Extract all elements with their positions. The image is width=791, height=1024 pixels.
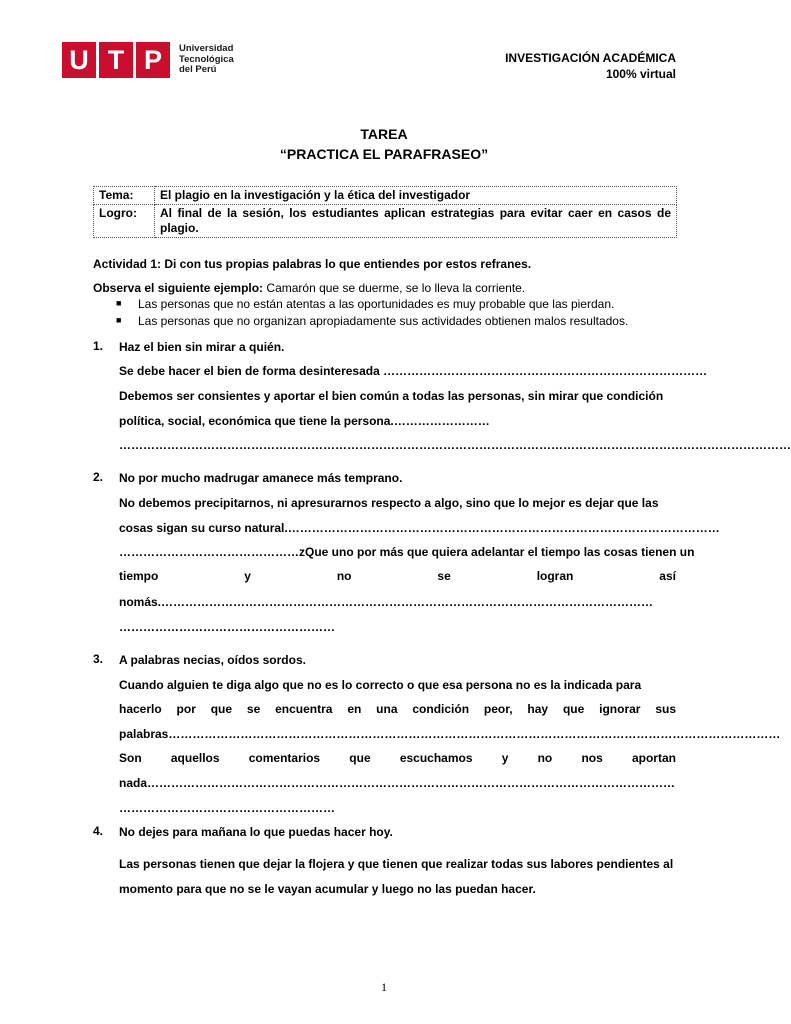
word: por [176,702,196,716]
item-number: 4. [93,824,104,838]
word: aportan [631,751,676,765]
word: sus [655,702,676,716]
word: peor, [483,702,513,716]
header-modality: 100% virtual [605,67,676,81]
table-row [94,205,677,238]
item-number: 3. [93,652,104,666]
item-line: nomás.…………………………………………………………………………………………………………… [119,595,654,609]
word: hacerlo [119,702,162,716]
word: y [244,569,251,583]
item-heading: No dejes para mañana lo que puedas hacer hoy. [119,825,393,839]
logo-letter-t: T [99,42,133,78]
utp-logo [62,42,234,78]
item-line-justified [119,569,676,583]
word: encuentra [275,702,333,716]
word: comentarios [248,751,321,765]
word: logran [536,569,574,583]
header-right [505,50,676,82]
word: que [349,751,371,765]
example-line [93,280,525,296]
item-line: ………………………………………zQue uno por más que quiera adelantar el tiempo las cosas tienen un [119,545,695,559]
logro-label: Logro: [94,205,155,238]
item-line: nada…………………………………………………………………………………………………………………… [119,776,676,790]
tema-label: Tema: [94,187,155,205]
item-heading: No por mucho madrugar amanece más temprano. [119,471,403,485]
word: no [537,751,553,765]
word: se [246,702,261,716]
word: que [210,702,233,716]
item-line: política, social, económica que tiene la persona.…………………… [119,414,490,428]
logo-letter-u: U [62,42,96,78]
page-number: 1 [381,980,387,994]
word: Son [119,751,142,765]
word: una [376,702,398,716]
word: no [336,569,352,583]
page-subtitle: “PRACTICA EL PARAFRASEO” [279,146,489,162]
item-line: momento para que no se le vayan acumular y luego no las puedan hacer. [119,882,536,896]
item-line: Debemos ser consientes y aportar el bien común a todas las personas, sin mirar que condición [119,389,664,403]
item-line: cosas sigan su curso natural.……………………………………………………………………………………………… [119,521,720,535]
item-number: 1. [93,339,104,353]
bullet-icon: ■ [116,315,122,325]
logo-letter-p: P [136,42,170,78]
item-line-justified [119,702,676,716]
word: ignorar [599,702,641,716]
example-text: Camarón que se duerme, se lo lleva la corriente. [263,281,526,295]
header-program: INVESTIGACIÓN ACADÉMICA [505,51,676,65]
item-line: ……………………………………………… [119,801,335,815]
bullet-icon: ■ [116,298,122,308]
logo-university-name: Universidad Tecnológica del Perú [179,43,234,76]
example-label: Observa el siguiente ejemplo: [93,281,264,295]
word: aquellos [170,751,220,765]
item-line: Las personas tienen que dejar la flojera y que tienen que realizar todas sus labores pendientes al [119,857,674,871]
word: hay [527,702,549,716]
word: que [562,702,585,716]
item-line: …………………………………………………………………………………………………………………………………………………… [119,438,791,452]
table-row [94,187,677,205]
item-line-justified [119,751,676,765]
page-title: TAREA [360,126,408,142]
item-line: ……………………………………………… [119,620,335,634]
word: nos [581,751,603,765]
item-number: 2. [93,470,104,484]
info-table [93,186,677,238]
item-heading: A palabras necias, oídos sordos. [119,653,306,667]
activity-title: Actividad 1: Di con tus propias palabras lo que entiendes por estos refranes. [93,257,532,271]
word: condición [412,702,470,716]
item-line: Se debe hacer el bien de forma desinteresada ……………………………………………………………………… [119,364,708,378]
word: así [659,569,676,583]
tema-value: El plagio en la investigación y la ética del investigador [155,187,677,205]
word: se [437,569,451,583]
bullet-item: Las personas que no organizan apropiadamente sus actividades obtienen malos resultados. [138,314,629,328]
item-line: palabras……………………………………………………………………………………………………………………………………… [119,727,781,741]
item-line: Cuando alguien te diga algo que no es lo correcto o que esa persona no es la indicada para [119,678,642,692]
bullet-item: Las personas que no están atentas a las oportunidades es muy probable que las pierdan. [138,297,615,311]
logro-value: Al final de la sesión, los estudiantes aplican estrategias para evitar caer en casos de plagio. [155,205,677,238]
item-line: No debemos precipitarnos, ni apresurarnos respecto a algo, sino que lo mejor es dejar que las [119,496,659,510]
word: en [347,702,362,716]
word: escuchamos [399,751,473,765]
word: y [501,751,509,765]
word: tiempo [119,569,159,583]
item-heading: Haz el bien sin mirar a quién. [119,340,285,354]
